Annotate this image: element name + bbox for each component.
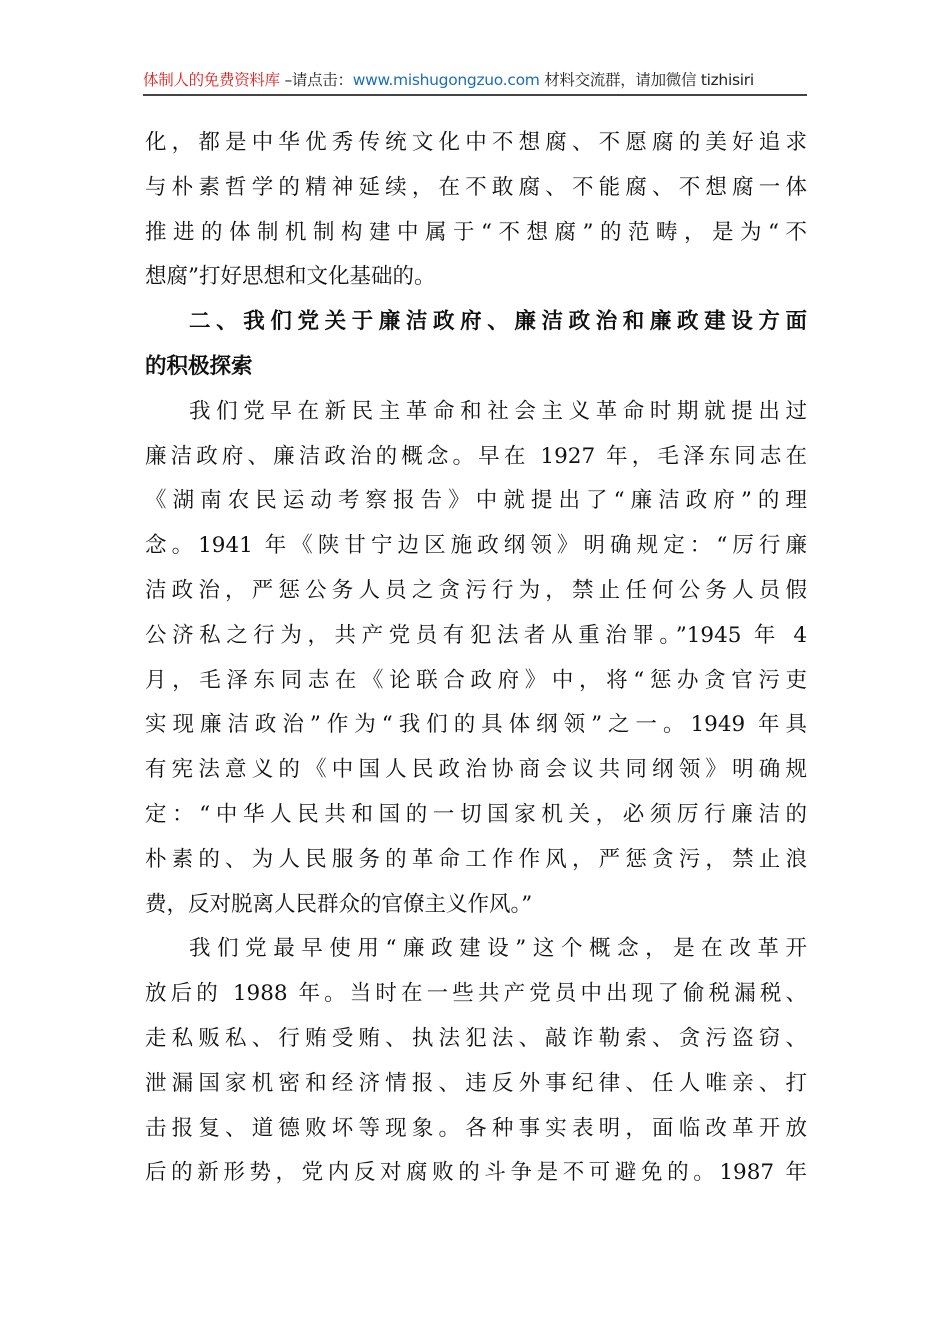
document-body [145,121,807,1196]
text-line: 泄漏国家机密和经济情报、违反外事纪律、任人唯亲、打 [145,1070,807,1096]
header-suffix: 材料交流群，请加微信 tizhisiri [539,71,754,89]
text-line: 洁政治，严惩公务人员之贪污行为，禁止任何公务人员假 [145,577,807,603]
paragraph [145,390,807,928]
heading-line: 的积极探索 [145,353,253,379]
text-line: 与朴素哲学的精神延续，在不敢腐、不能腐、不想腐一体 [145,174,807,200]
section-heading [145,300,807,390]
text-line: 廉洁政府、廉洁政治的概念。早在 1927 年，毛泽东同志在 [145,443,807,469]
header-brand: 体制人的免费资料库 [143,71,280,89]
heading-line: 二、我们党关于廉洁政府、廉洁政治和廉政建设方面 [189,309,807,335]
text-line: 念。1941 年《陕甘宁边区施政纲领》明确规定：“厉行廉 [145,533,807,559]
text-line: 走私贩私、行贿受贿、执法犯法、敲诈勒索、贪污盗窃、 [145,1025,807,1051]
text-line: 费，反对脱离人民群众的官僚主义作风。” [145,891,533,917]
text-line: 定：“中华人民共和国的一切国家机关，必须厉行廉洁的 [145,801,807,827]
header-url-link[interactable]: www.mishugongzuo.com [352,71,540,89]
text-line: 有宪法意义的《中国人民政治协商会议共同纲领》明确规 [145,757,807,783]
text-line: 我们党早在新民主革命和社会主义革命时期就提出过 [189,398,807,424]
text-line: 放后的 1988 年。当时在一些共产党员中出现了偷税漏税、 [145,981,807,1007]
paragraph [145,927,807,1196]
text-line: 击报复、道德败坏等现象。各种事实表明，面临改革开放 [145,1115,807,1141]
text-line: 我们党最早使用“廉政建设”这个概念，是在改革开 [189,936,807,962]
paragraph [145,121,807,300]
text-line: 月，毛泽东同志在《论联合政府》中，将“惩办贪官污吏 [145,667,807,693]
text-line: 化，都是中华优秀传统文化中不想腐、不愿腐的美好追求 [145,130,807,155]
text-line: 朴素的、为人民服务的革命工作作风，严惩贪污，禁止浪 [145,846,807,872]
text-line: 推进的体制机制构建中属于“不想腐”的范畴，是为“不 [145,219,807,245]
text-line: 后的新形势，党内反对腐败的斗争是不可避免的。1987 年 [145,1160,807,1186]
page-header-banner [143,66,807,94]
text-line: 想腐”打好思想和文化基础的。 [145,264,436,290]
header-prompt: –请点击： [279,71,353,89]
text-line: 公济私之行为，共产党员有犯法者从重治罪。”1945 年 4 [145,622,807,648]
header-divider [143,94,807,96]
text-line: 实现廉洁政治”作为“我们的具体纲领”之一。1949 年具 [145,712,807,738]
text-line: 《湖南农民运动考察报告》中就提出了“廉洁政府”的理 [145,488,807,514]
